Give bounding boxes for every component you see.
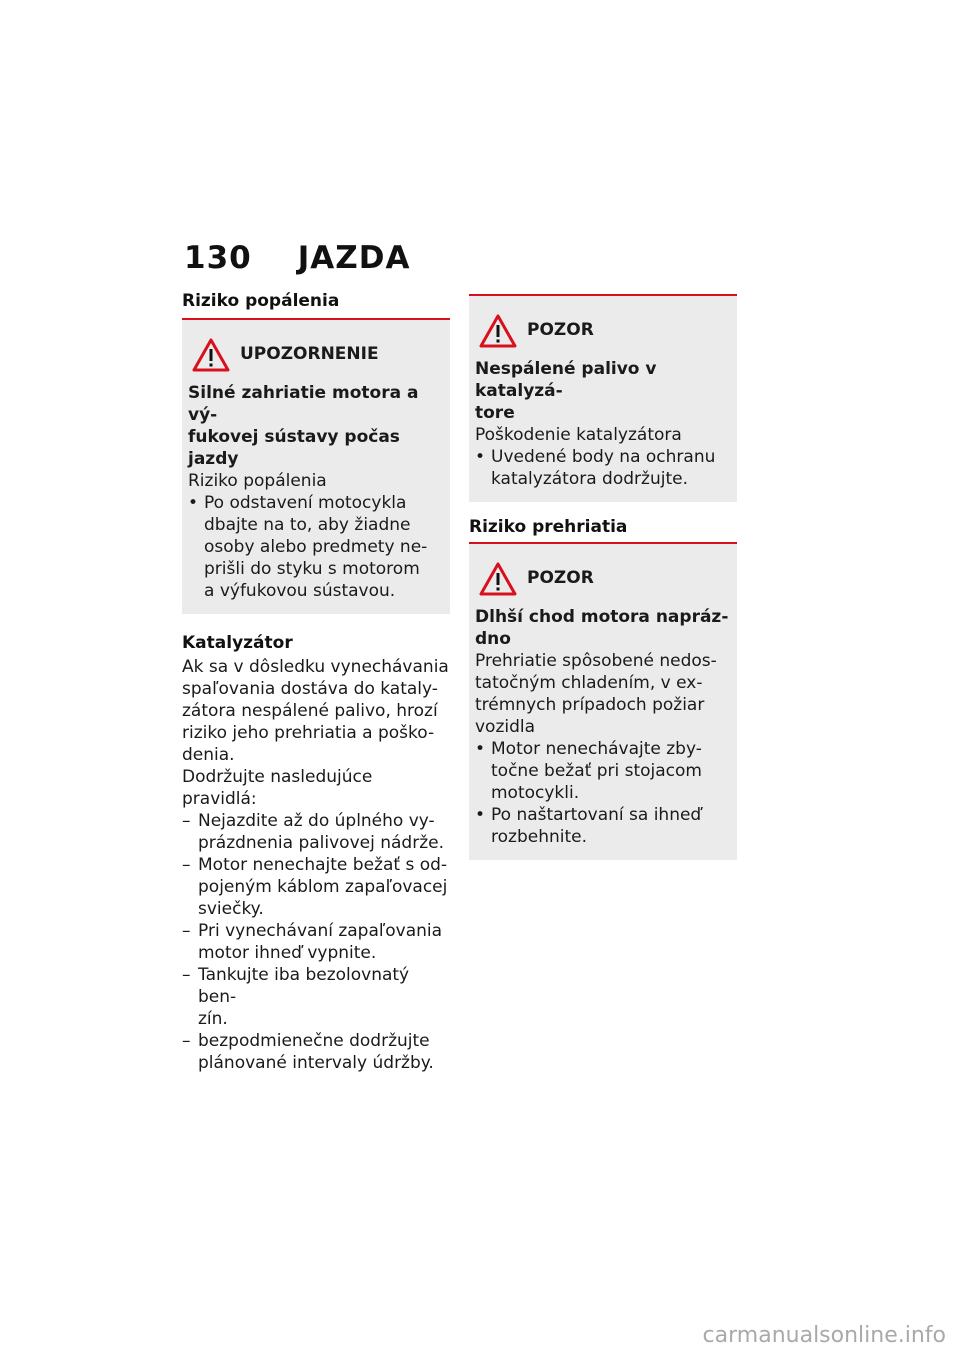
bullet-text: dbajte na to, aby žiadne xyxy=(204,515,411,535)
rule-item xyxy=(182,920,450,964)
bullet-text: Po odstavení motocykla xyxy=(204,493,407,513)
catalyst-para-line: riziko jeho prehriatia a poško- xyxy=(182,723,435,743)
rule-text: bezpodmienečne dodržujte xyxy=(198,1031,430,1051)
warning-bullet xyxy=(188,492,442,602)
bullet-text: Po naštartovaní sa ihneď xyxy=(491,805,702,825)
caution-heading-line: Nespálené palivo v katalyzá- xyxy=(475,359,657,401)
caution-label: POZOR xyxy=(527,568,594,588)
bullet-text: Uvedené body na ochranu xyxy=(491,447,716,467)
catalyst-para-line: Ak sa v dôsledku vynechávania xyxy=(182,657,449,677)
dash-marker: – xyxy=(182,855,191,875)
caution-label: POZOR xyxy=(527,320,594,340)
watermark: carmanualsonline.info xyxy=(702,1323,946,1348)
bullet-marker: • xyxy=(188,493,199,513)
caution-heading-line: Dlhší chod motora napráz- xyxy=(475,607,729,627)
rule-text: zín. xyxy=(198,1009,228,1029)
dash-marker: – xyxy=(182,965,191,985)
warning-box-header xyxy=(192,338,442,372)
rule-text: Motor nenechajte bežať s od- xyxy=(198,855,448,875)
caution-bullet xyxy=(475,446,729,490)
caution-risk-line: tatočným chladením, v ex- xyxy=(475,673,703,693)
burn-risk-heading: Riziko popálenia xyxy=(182,291,340,311)
dash-marker: – xyxy=(182,1031,191,1051)
warning-label: UPOZORNENIE xyxy=(240,344,379,364)
catalyst-para-line: spaľovania dostáva do kataly- xyxy=(182,679,438,699)
rule-text: motor ihneď vypnite. xyxy=(198,943,377,963)
page-header xyxy=(184,240,410,276)
caution-bullet xyxy=(475,738,729,804)
caution-box xyxy=(469,294,737,502)
caution-bullet xyxy=(475,804,729,848)
rule-text: sviečky. xyxy=(198,899,264,919)
warning-triangle-icon xyxy=(479,562,517,596)
chapter-title: JAZDA xyxy=(297,240,411,276)
caution-box-header xyxy=(479,314,729,348)
caution-risk-line: Prehriatie spôsobené nedos- xyxy=(475,651,717,671)
caution-risk-text: Poškodenie katalyzátora xyxy=(475,425,682,445)
rule-item xyxy=(182,1030,450,1074)
warning-triangle-icon xyxy=(479,314,517,348)
bullet-text: točne bežať pri stojacom xyxy=(491,761,702,781)
bullet-text: prišli do styku s motorom xyxy=(204,559,420,579)
rules-intro: Dodržujte nasledujúce pravidlá: xyxy=(182,767,373,809)
rule-text: plánované intervaly údržby. xyxy=(198,1053,434,1073)
bullet-text: Motor nenechávajte zby- xyxy=(491,739,702,759)
overheat-risk-heading: Riziko prehriatia xyxy=(469,517,628,537)
caution-risk-line: vozidla xyxy=(475,717,536,737)
right-column xyxy=(469,294,737,860)
rule-text: Tankujte iba bezolovnatý ben- xyxy=(198,965,410,1007)
bullet-marker: • xyxy=(475,805,486,825)
warning-triangle-icon xyxy=(192,338,230,372)
rule-text: prázdnenia palivovej nádrže. xyxy=(198,833,444,853)
dash-marker: – xyxy=(182,921,191,941)
warning-heading-line: fukovej sústavy počas jazdy xyxy=(188,427,400,469)
page-number: 130 xyxy=(184,240,252,276)
warning-box xyxy=(182,318,450,614)
bullet-text: motocykli. xyxy=(491,783,580,803)
rule-text: Pri vynechávaní zapaľovania xyxy=(198,921,443,941)
bullet-text: rozbehnite. xyxy=(491,827,587,847)
bullet-marker: • xyxy=(475,447,486,467)
bullet-text: katalyzátora dodržujte. xyxy=(491,469,688,489)
rule-item xyxy=(182,854,450,920)
caution-heading-line: tore xyxy=(475,403,515,423)
caution-box-header xyxy=(479,562,729,596)
dash-marker: – xyxy=(182,811,191,831)
rule-item xyxy=(182,810,450,854)
bullet-marker: • xyxy=(475,739,486,759)
rule-item xyxy=(182,964,450,1030)
caution-heading-line: dno xyxy=(475,629,511,649)
rule-text: pojeným káblom zapaľovacej xyxy=(198,877,448,897)
left-column xyxy=(182,290,450,1074)
catalyst-para-line: zátora nespálené palivo, hrozí xyxy=(182,701,438,721)
catalyst-heading: Katalyzátor xyxy=(182,633,293,653)
warning-heading-line: Silné zahriatie motora a vý- xyxy=(188,383,419,425)
bullet-text: osoby alebo predmety ne- xyxy=(204,537,428,557)
caution-risk-line: trémnych prípadoch požiar xyxy=(475,695,705,715)
catalyst-section xyxy=(182,632,450,1074)
rule-text: Nejazdite až do úplného vy- xyxy=(198,811,435,831)
bullet-text: a výfukovou sústavou. xyxy=(204,581,396,601)
caution-box xyxy=(469,542,737,860)
catalyst-para-line: denia. xyxy=(182,745,235,765)
warning-risk-text: Riziko popálenia xyxy=(188,471,327,491)
